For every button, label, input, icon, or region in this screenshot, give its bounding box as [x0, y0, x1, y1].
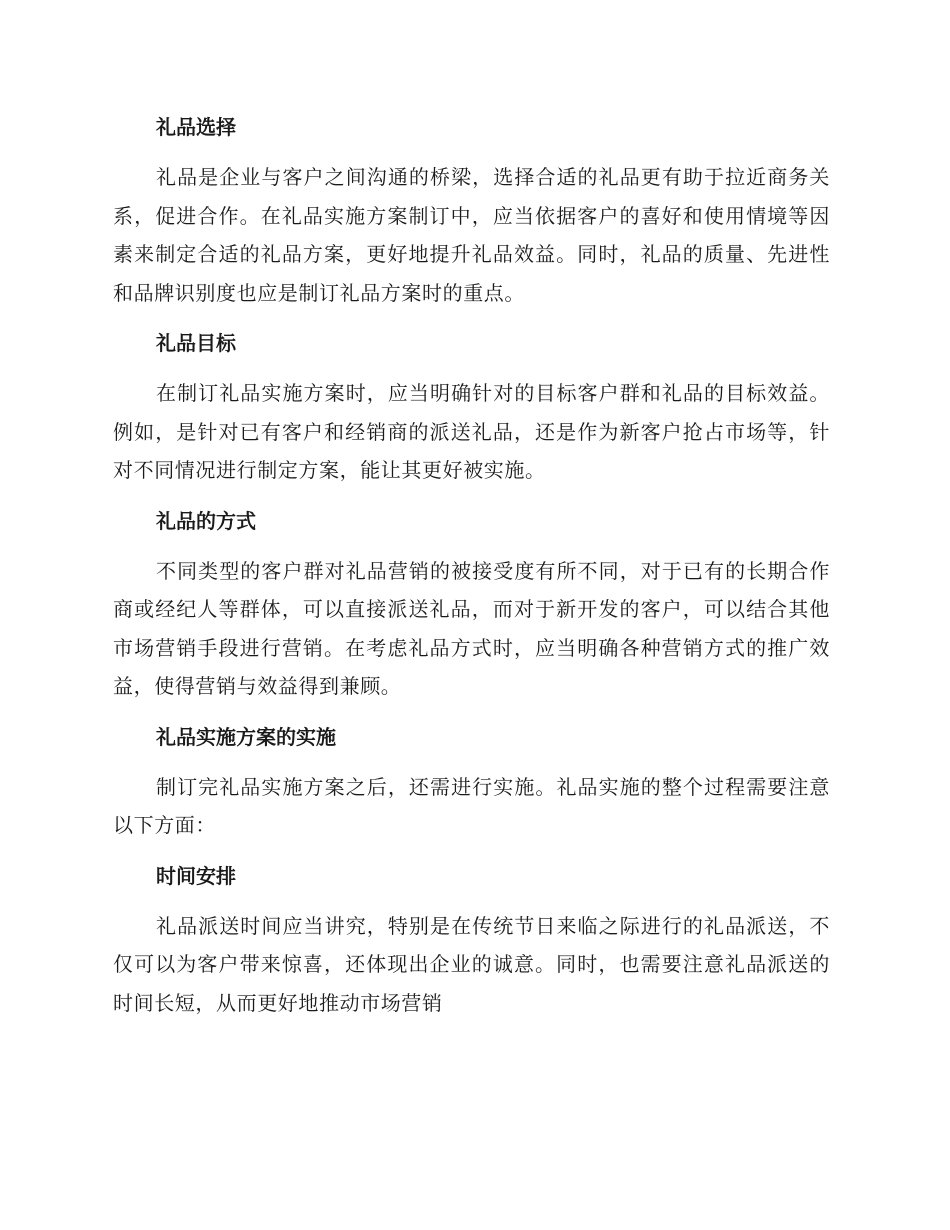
section-paragraph-time-arrangement: 礼品派送时间应当讲究，特别是在传统节日来临之际进行的礼品派送，不仅可以为客户带来惊喜，还体现出企业的诚意。同时，也需要注意礼品派送的时间长短，从而更好地推动市场营销 — [113, 913, 830, 1015]
section-paragraph-gift-goal: 在制订礼品实施方案时，应当明确针对的目标客户群和礼品的目标效益。例如，是针对已有客户和经销商的派送礼品，还是作为新客户抢占市场等，针对不同情况进行制定方案，能让其更好被实施。 — [113, 381, 830, 482]
section-heading-gift-selection: 礼品选择 — [156, 115, 236, 139]
section-heading-plan-implementation: 礼品实施方案的实施 — [156, 724, 336, 749]
section-paragraph-gift-selection: 礼品是企业与客户之间沟通的桥梁，选择合适的礼品更有助于拉近商务关系，促进合作。在礼品实施方案制订中，应当依据客户的喜好和使用情境等因素来制定合适的礼品方案，更好地提升礼品效益。同时，礼品的质量、先进性和品牌识别度也应是制订礼品方案时的重点。 — [113, 165, 830, 305]
section-heading-gift-method: 礼品的方式 — [156, 508, 256, 533]
document-page — [113, 108, 830, 1034]
section-heading-time-arrangement: 时间安排 — [156, 863, 236, 888]
section-paragraph-plan-implementation: 制订完礼品实施方案之后，还需进行实施。礼品实施的整个过程需要注意以下方面： — [113, 774, 830, 837]
section-heading-gift-goal: 礼品目标 — [156, 331, 236, 355]
section-paragraph-gift-method: 不同类型的客户群对礼品营销的被接受度有所不同，对于已有的长期合作商或经纪人等群体，可以直接派送礼品，而对于新开发的客户，可以结合其他市场营销手段进行营销。在考虑礼品方式时，应当明确各种营销方式的推广效益，使得营销与效益得到兼顾。 — [113, 558, 830, 698]
